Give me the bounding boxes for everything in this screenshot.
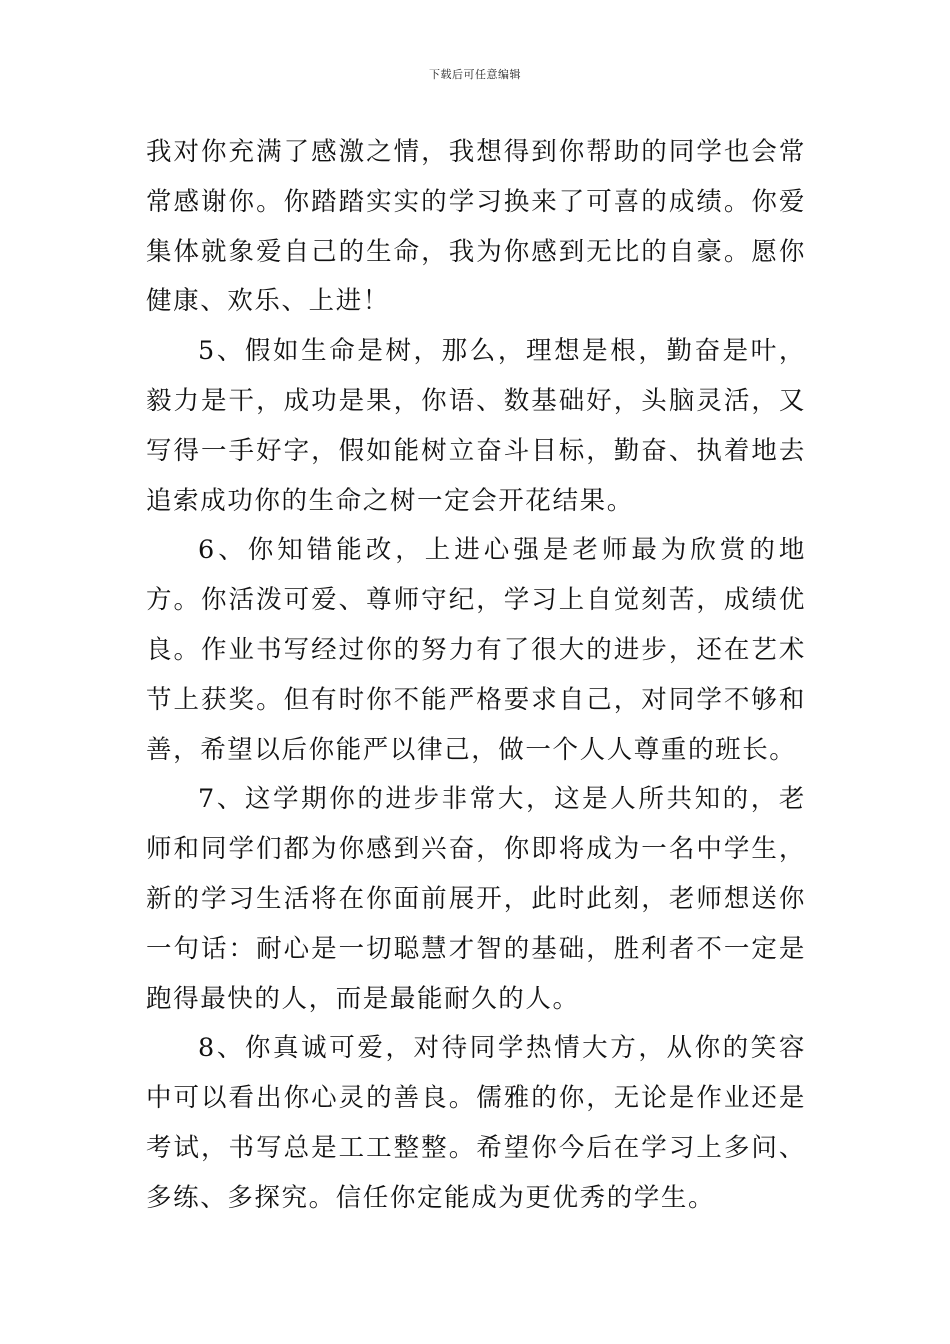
paragraph-item-5: 5、假如生命是树，那么，理想是根，勤奋是叶，毅力是干，成功是果，你语、数基础好，头脑灵活，又写得一手好字，假如能树立奋斗目标，勤奋、执着地去追索成功你的生命之树一定会开花结果。 <box>146 336 806 516</box>
paragraph-continuation: 我对你充满了感激之情，我想得到你帮助的同学也会常常感谢你。你踏踏实实的学习换来了可喜的成绩。你爱集体就象爱自己的生命，我为你感到无比的自豪。愿你健康、欢乐、上进！ <box>146 137 806 317</box>
paragraph-item-8: 8、你真诚可爱，对待同学热情大方，从你的笑容中可以看出你心灵的善良。儒雅的你，无论是作业还是考试，书写总是工工整整。希望你今后在学习上多问、多练、多探究。信任你定能成为更优秀的学生。 <box>146 1033 806 1213</box>
page-header-note: 下载后可任意编辑 <box>429 68 521 81</box>
paragraph-item-6: 6、你知错能改，上进心强是老师最为欣赏的地方。你活泼可爱、尊师守纪，学习上自觉刻苦，成绩优良。作业书写经过你的努力有了很大的进步，还在艺术节上获奖。但有时你不能严格要求自己，对同学不够和善，希望以后你能严以律己，做一个人人尊重的班长。 <box>146 535 806 765</box>
document-body <box>146 128 806 1224</box>
paragraph-item-7: 7、这学期你的进步非常大，这是人所共知的，老师和同学们都为你感到兴奋，你即将成为一名中学生，新的学习生活将在你面前展开，此时此刻，老师想送你一句话：耐心是一切聪慧才智的基础，胜利者不一定是跑得最快的人，而是最能耐久的人。 <box>146 784 806 1014</box>
